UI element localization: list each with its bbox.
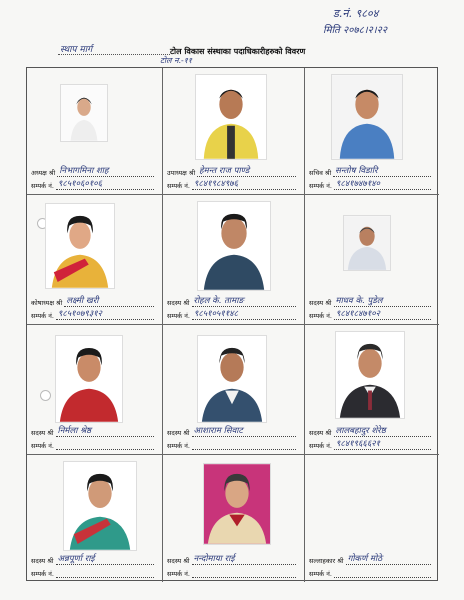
member-name: आशाराम सिवाट (192, 425, 297, 437)
member-contact (56, 449, 154, 450)
contact-label: सम्पर्क नं. (309, 182, 332, 190)
role-label: सदस्य श्री (167, 299, 190, 307)
member-contact: ९८४१९६६६२१ (334, 438, 431, 450)
contact-label: सम्पर्क नं. (309, 442, 332, 450)
ward-handwritten: टोल न.-११ (160, 56, 193, 65)
location-dotted-line (58, 54, 170, 55)
member-photo (343, 215, 391, 271)
contact-label: सम्पर्क नं. (167, 312, 190, 320)
role-label: कोषाध्यक्ष श्री (31, 299, 63, 307)
member-name: निभागमिना शाह (57, 165, 154, 177)
member-card (27, 325, 163, 455)
role-label: सचिव श्री (309, 169, 332, 177)
member-photo (45, 203, 115, 289)
contact-label: सम्पर्क नं. (167, 182, 190, 190)
role-label: अध्यक्ष श्री (31, 169, 56, 177)
member-photo (331, 74, 403, 160)
member-contact (334, 577, 431, 578)
role-label: सदस्य श्री (167, 429, 190, 437)
role-label: सदस्य श्री (167, 557, 190, 565)
member-card (163, 455, 305, 582)
member-card (27, 455, 163, 582)
member-card (163, 195, 305, 325)
role-label: सदस्य श्री (309, 429, 332, 437)
role-label: सदस्य श्री (31, 557, 54, 565)
member-card (305, 195, 439, 325)
member-photo (195, 74, 267, 160)
contact-label: सम्पर्क नं. (31, 312, 54, 320)
contact-label: सम्पर्क नं. (309, 312, 332, 320)
contact-label: सम्पर्क नं. (167, 442, 190, 450)
member-photo (55, 335, 123, 423)
member-photo (197, 201, 271, 291)
member-contact: ९८४१९८४९७६ (192, 178, 296, 190)
page-title: टोल विकास संस्थाका पदाधिकारीहरुको विवरण (170, 47, 306, 56)
member-photo (60, 84, 108, 142)
role-label: सल्लाहकार श्री (309, 557, 344, 565)
member-contact: ९८५१०५११४८ (192, 308, 296, 320)
member-name: अन्नपूर्णा राई (56, 553, 155, 565)
member-card (27, 195, 163, 325)
contact-label: सम्पर्क नं. (31, 570, 54, 578)
member-contact: ९८४१८४७१०२ (334, 308, 431, 320)
member-name: माधव के. पुडेल (334, 295, 432, 307)
member-card (305, 455, 439, 582)
member-contact: ९८४१७४७१४० (334, 178, 431, 190)
member-contact: ९८५१०६०१०६ (56, 178, 154, 190)
location-handwritten: स्थाप मार्ग (60, 45, 93, 55)
member-name: नन्दोमाया राई (192, 553, 297, 565)
member-name: सन्तोष विडारि (333, 165, 431, 177)
member-contact (192, 449, 296, 450)
contact-label: सम्पर्क नं. (309, 570, 332, 578)
member-name: गोकर्ण मोठे (346, 553, 431, 565)
member-contact (56, 577, 154, 578)
role-label: सदस्य श्री (31, 429, 54, 437)
member-photo (335, 331, 405, 419)
member-card (305, 325, 439, 455)
reference-number: ड.नं. ९८०४ (333, 7, 379, 20)
member-name: लक्ष्मी खरी (64, 295, 154, 307)
member-card (163, 68, 305, 195)
member-card (27, 68, 163, 195)
member-photo (203, 463, 271, 545)
contact-label: सम्पर्क नं. (31, 442, 54, 450)
member-name: रोहल के. तामाङ (192, 295, 297, 307)
member-card (305, 68, 439, 195)
contact-label: सम्पर्क नं. (31, 182, 54, 190)
member-photo (63, 461, 137, 551)
member-card (163, 325, 305, 455)
member-photo (197, 335, 267, 423)
member-name: निर्मला श्रेष्ठ (56, 425, 155, 437)
member-contact: ९८५१०७९३१२ (56, 308, 154, 320)
members-grid (26, 67, 438, 581)
date-line: मिति २०७८।२।२२ (323, 25, 388, 36)
role-label: उपाध्यक्ष श्री (167, 169, 196, 177)
member-contact (192, 577, 296, 578)
member-name: हेमन्त राज पाण्डे (197, 165, 296, 177)
contact-label: सम्पर्क नं. (167, 570, 190, 578)
role-label: सदस्य श्री (309, 299, 332, 307)
member-name: लालबहादुर शेरेष्ठ (334, 425, 432, 437)
